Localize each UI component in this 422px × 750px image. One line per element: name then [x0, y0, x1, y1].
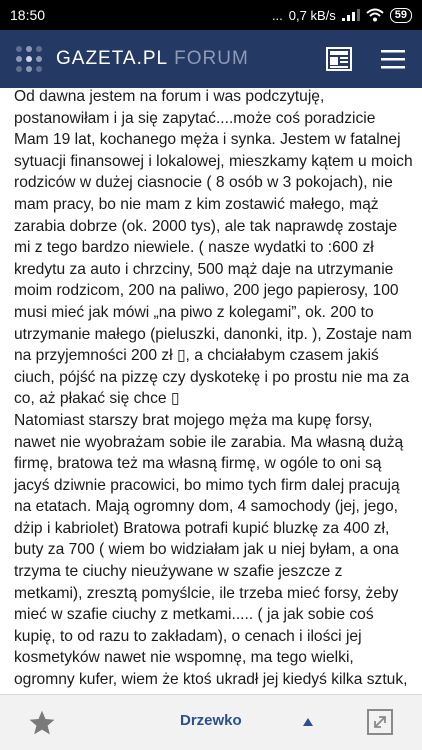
battery-indicator: 59 [390, 8, 412, 23]
status-indicators [272, 8, 412, 23]
star-icon[interactable] [28, 709, 56, 737]
brand-logo[interactable] [56, 48, 249, 70]
status-dots: ... [271, 7, 283, 23]
menu-button[interactable] [372, 38, 414, 80]
network-speed: 0,7 kB/s [288, 7, 336, 23]
newspaper-icon [326, 47, 352, 71]
triangle-up-icon[interactable] [302, 717, 314, 727]
status-time: 18:50 [10, 7, 46, 23]
author-nickname[interactable]: Drzewko [180, 712, 242, 729]
hamburger-menu-icon [381, 49, 405, 69]
wifi-icon [366, 8, 384, 22]
status-bar [0, 0, 422, 30]
logo-dots-icon[interactable] [14, 44, 44, 74]
signal-icon [342, 9, 360, 21]
brand-name: GAZETA.PL [56, 48, 169, 69]
expand-icon[interactable] [366, 708, 394, 736]
post-paragraph: Natomiast starszy brat mojego męża ma kupę forsy, nawet nie wyobrażam sobie ile zarabia. Ma własną dużą firmę, bratowa też ma własną firmę, w ogóle to oni są jacyś dziwnie pracowici, bo mimo tych firm dalej pracują na etatach. Mają ogromny dom, 4 samochody (jej, jego, dżip i kabriolet) Bratowa potrafi kupić bluzkę za 400 zł, buty za 700 ( wiem bo widziałam jak u niej byłam, a ona trzyma te ciuchy nieużywane w szafie jeszcze z metkami), zresztą pomyślcie, ile trzeba mieć forsy, żeby mieć w szafie ciuchy z metkami..... ( ja jak sobie coś kupię, to od razu to zakładam), o cenach i ilości jej kosmetyków nawet nie wspomnę, ma tego wielki, ogromny kufer, wiem że ktoś ukradł jej kiedyś kilka sztuk, [14, 411, 408, 689]
brand-section: FORUM [174, 48, 249, 69]
post-body [14, 86, 414, 694]
bottom-bar [0, 694, 422, 750]
news-button[interactable] [318, 38, 360, 80]
post-paragraph: Od dawna jestem na forum i was podczytuję, postanowiłam i ja się zapytać....może coś poradzicie Mam 19 lat, kochanego męża i synka. Jestem w fatalnej sytuacji finansowej i lokalowej, mieszkamy kątem u moich rodziców w dużej ciasnocie ( 8 osób w 3 pokojach), nie mam pracy, bo nie mam z kim zostawić małego, mąż zarabia dobrze (ok. 2000 tys), ale tak naprawdę zostaje mi z tego bardzo niewiele. ( nasze wydatki to :600 zł kredytu za auto i chrzciny, 500 mąż daje na utrzymanie moim rodzicom, 200 na paliwo, 200 jego papierosy, 100 musi mieć jak mówi „na piwo z kolegami”, ok. 200 to utrzymanie małego (pieluszki, danonki, itp. ), Zostaje nam na przyjemności 200 zł ▯, a chciałabym czasem jakiś ciuch, pójść na pizzę czy dyskotekę i po prostu nie ma za co, aż płakać się chce ▯ [14, 88, 413, 408]
app-header [0, 30, 422, 88]
